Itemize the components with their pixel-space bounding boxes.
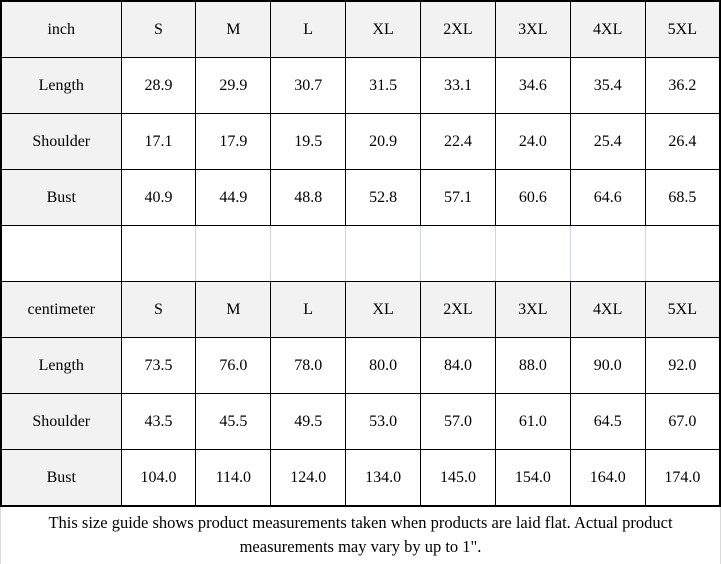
measurement-value-cell: 84.0 [421,338,496,394]
size-header-cell: XL [346,282,421,338]
measurement-value-cell: 164.0 [570,450,645,507]
size-header-cell: 5XL [645,282,720,338]
measurement-label-cell: Length [1,58,121,114]
measurement-value-cell: 17.9 [196,114,271,170]
measurement-value-cell: 92.0 [645,338,720,394]
measurement-value-cell: 48.8 [271,170,346,226]
measurement-value-cell: 57.1 [421,170,496,226]
measurement-value-cell: 174.0 [645,450,720,507]
measurement-value-cell: 145.0 [421,450,496,507]
measurement-value-cell: 60.6 [495,170,570,226]
spacer-cell [196,226,271,282]
measurement-value-cell: 33.1 [421,58,496,114]
measurement-value-cell: 76.0 [196,338,271,394]
spacer-cell [570,226,645,282]
measurement-value-cell: 19.5 [271,114,346,170]
size-header-cell: 4XL [570,282,645,338]
measurement-value-cell: 24.0 [495,114,570,170]
measurement-value-cell: 57.0 [421,394,496,450]
size-header-cell: S [121,282,196,338]
measurement-value-cell: 88.0 [495,338,570,394]
measurement-label-cell: Shoulder [1,114,121,170]
spacer-cell [495,226,570,282]
spacer-cell [271,226,346,282]
measurement-value-cell: 28.9 [121,58,196,114]
measurement-label-cell: Length [1,338,121,394]
size-guide-table-body [1,1,720,506]
measurement-value-cell: 43.5 [121,394,196,450]
size-header-cell: 4XL [570,1,645,58]
unit-header-row [1,282,720,338]
measurement-value-cell: 22.4 [421,114,496,170]
size-header-cell: 2XL [421,282,496,338]
measurement-value-cell: 44.9 [196,170,271,226]
measurement-value-cell: 40.9 [121,170,196,226]
measurement-value-cell: 49.5 [271,394,346,450]
size-header-cell: M [196,1,271,58]
measurement-value-cell: 25.4 [570,114,645,170]
measurement-row [1,338,720,394]
measurement-value-cell: 64.6 [570,170,645,226]
measurement-label-cell: Bust [1,170,121,226]
size-header-cell: 3XL [495,1,570,58]
spacer-cell [1,226,121,282]
measurement-value-cell: 36.2 [645,58,720,114]
measurement-value-cell: 104.0 [121,450,196,507]
measurement-row [1,450,720,507]
size-header-cell: S [121,1,196,58]
measurement-value-cell: 67.0 [645,394,720,450]
measurement-value-cell: 90.0 [570,338,645,394]
measurement-value-cell: 45.5 [196,394,271,450]
measurement-value-cell: 124.0 [271,450,346,507]
measurement-label-cell: Shoulder [1,394,121,450]
measurement-row [1,114,720,170]
measurement-value-cell: 52.8 [346,170,421,226]
spacer-cell [346,226,421,282]
measurement-row [1,170,720,226]
measurement-value-cell: 29.9 [196,58,271,114]
size-header-cell: L [271,1,346,58]
measurement-value-cell: 26.4 [645,114,720,170]
spacer-cell [421,226,496,282]
measurement-value-cell: 154.0 [495,450,570,507]
measurement-value-cell: 53.0 [346,394,421,450]
unit-label-cell: inch [1,1,121,58]
measurement-value-cell: 80.0 [346,338,421,394]
size-header-cell: M [196,282,271,338]
measurement-value-cell: 134.0 [346,450,421,507]
size-header-cell: XL [346,1,421,58]
measurement-value-cell: 78.0 [271,338,346,394]
size-header-cell: 2XL [421,1,496,58]
spacer-cell [645,226,720,282]
measurement-value-cell: 31.5 [346,58,421,114]
measurement-value-cell: 35.4 [570,58,645,114]
spacer-row [1,226,720,282]
measurement-value-cell: 64.5 [570,394,645,450]
measurement-row [1,58,720,114]
measurement-value-cell: 17.1 [121,114,196,170]
measurement-value-cell: 73.5 [121,338,196,394]
measurement-value-cell: 61.0 [495,394,570,450]
unit-header-row [1,1,720,58]
measurement-value-cell: 68.5 [645,170,720,226]
measurement-value-cell: 34.6 [495,58,570,114]
unit-label-cell: centimeter [1,282,121,338]
size-header-cell: 3XL [495,282,570,338]
size-header-cell: L [271,282,346,338]
measurement-value-cell: 30.7 [271,58,346,114]
spacer-cell [121,226,196,282]
measurement-label-cell: Bust [1,450,121,507]
measurement-value-cell: 114.0 [196,450,271,507]
measurement-value-cell: 20.9 [346,114,421,170]
size-guide-footnote: This size guide shows product measurements taken when products are laid flat. Actual product measurements may vary by up to 1". [0,507,721,564]
size-header-cell: 5XL [645,1,720,58]
measurement-row [1,394,720,450]
